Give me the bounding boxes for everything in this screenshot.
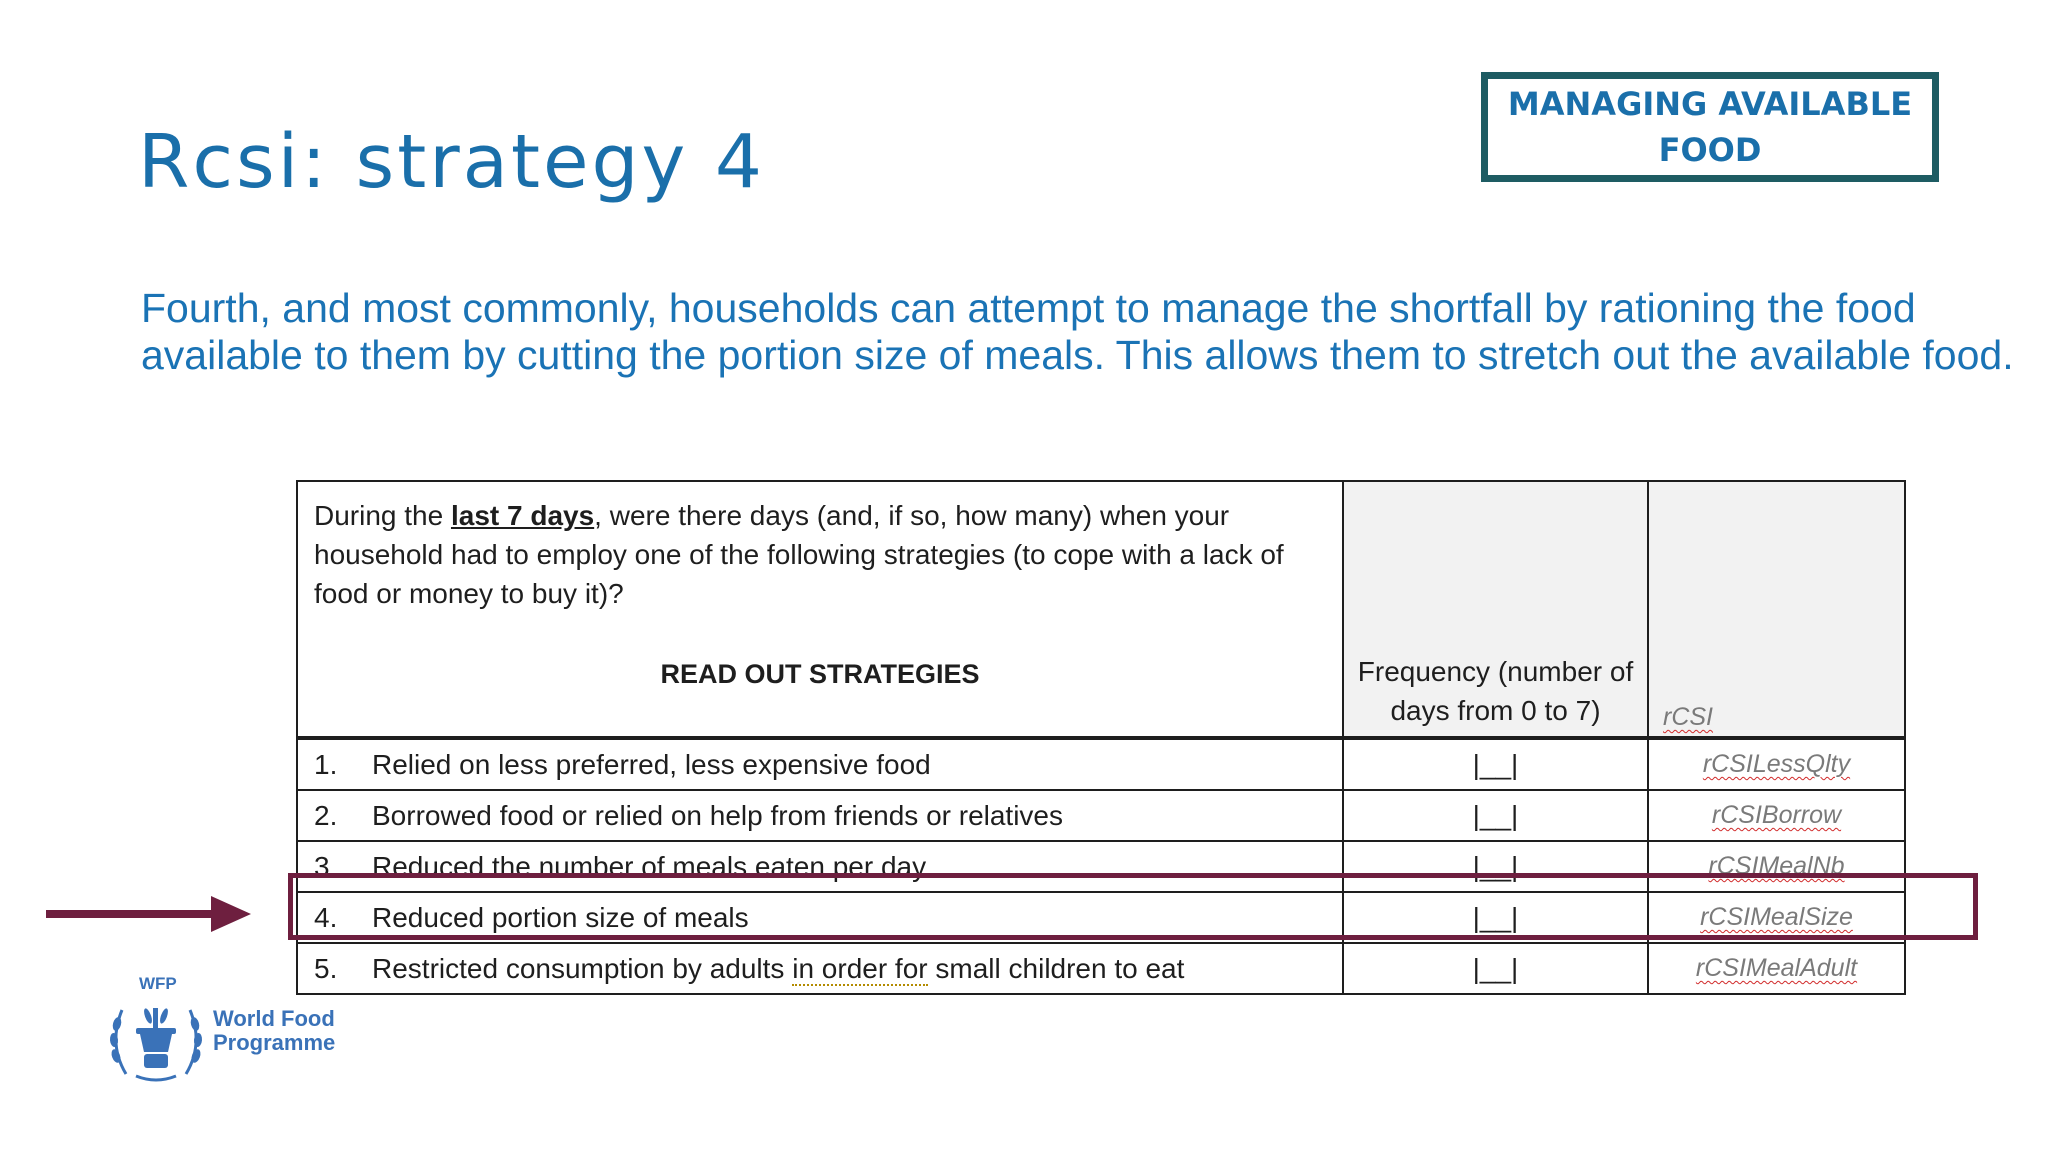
frequency-answer-cell: |__| bbox=[1343, 790, 1648, 841]
category-tag bbox=[1481, 72, 1939, 182]
table-header-row bbox=[297, 481, 1905, 738]
frequency-header: Frequency (number of days from 0 to 7) bbox=[1343, 481, 1648, 738]
variable-name-cell: rCSIMealAdult bbox=[1648, 943, 1905, 994]
pointer-arrow-icon bbox=[46, 896, 256, 932]
grammar-marked-text: in order for bbox=[792, 952, 928, 984]
strategy-cell: 5. Restricted consumption by adults in order for small children to eat bbox=[297, 943, 1343, 994]
variable-name-cell: rCSIMealSize bbox=[1648, 892, 1905, 943]
frequency-answer-cell: |__| bbox=[1343, 738, 1648, 790]
row-highlight-box bbox=[288, 873, 1978, 940]
question-text: During the last 7 days, were there days (and, if so, how many) when your household had to employ one of the following strategies (to cope with a lack of food or money to buy it)? bbox=[314, 500, 1284, 609]
question-emphasis: last 7 days bbox=[450, 500, 595, 531]
strategy-cell: 3. Reduced the number of meals eaten per day bbox=[297, 841, 1343, 892]
table-row bbox=[297, 738, 1905, 790]
logo-name: World Food Programme bbox=[213, 1006, 336, 1055]
variable-name-cell: rCSIBorrow bbox=[1648, 790, 1905, 841]
variable-header: rCSI bbox=[1648, 481, 1905, 738]
table-row bbox=[297, 790, 1905, 841]
variable-name-cell: rCSIMealNb bbox=[1648, 841, 1905, 892]
read-out-instruction: READ OUT STRATEGIES bbox=[660, 659, 980, 689]
wfp-emblem-icon bbox=[106, 994, 206, 1084]
strategy-cell: 4. Reduced portion size of meals bbox=[297, 892, 1343, 943]
strategy-cell: 2. Borrowed food or relied on help from friends or relatives bbox=[297, 790, 1343, 841]
category-tag-label: MANAGING AVAILABLE FOOD bbox=[1507, 85, 1913, 169]
frequency-answer-cell: |__| bbox=[1343, 943, 1648, 994]
slide-title: Rcsi: strategy 4 bbox=[138, 119, 765, 205]
frequency-answer-cell: |__| bbox=[1343, 841, 1648, 892]
logo-acronym: WFP bbox=[139, 974, 177, 993]
wfp-logo bbox=[106, 974, 366, 1084]
table-row bbox=[297, 943, 1905, 994]
variable-name-cell: rCSILessQlty bbox=[1648, 738, 1905, 790]
question-cell bbox=[297, 481, 1343, 738]
intro-paragraph: Fourth, and most commonly, households can attempt to manage the shortfall by rationing the food available to them by cutting the portion size of meals. This allows them to stretch out the available food. bbox=[141, 285, 2014, 378]
strategy-cell: 1. Relied on less preferred, less expensive food bbox=[297, 738, 1343, 790]
frequency-answer-cell: |__| bbox=[1343, 892, 1648, 943]
